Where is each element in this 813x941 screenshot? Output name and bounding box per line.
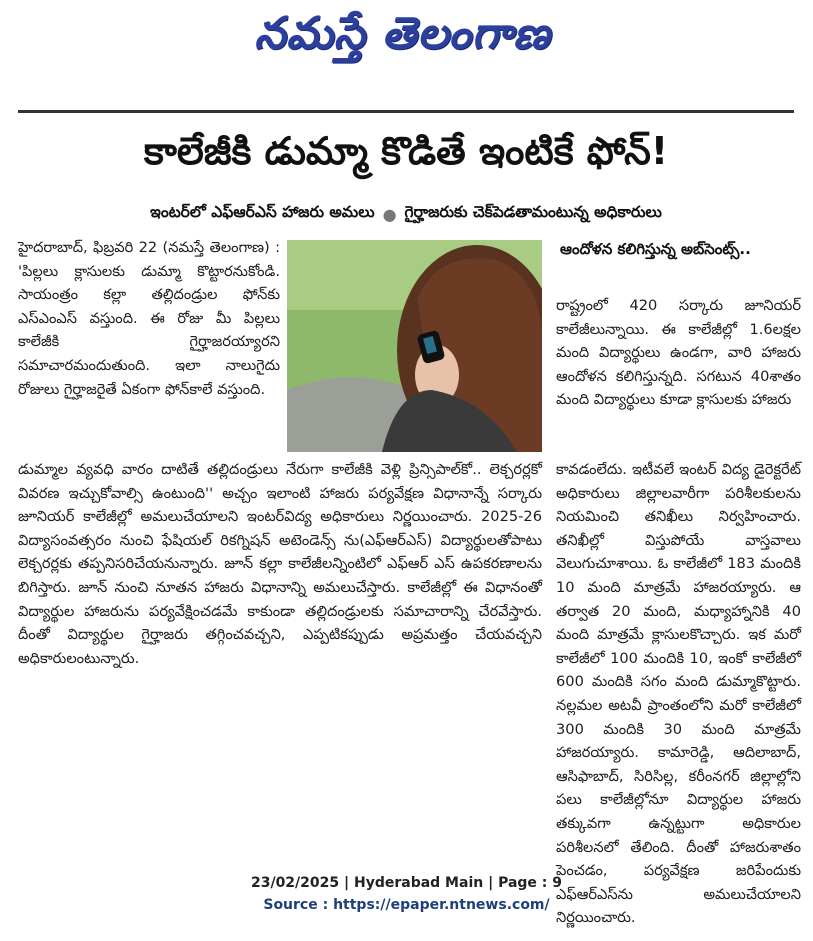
page-footer bbox=[0, 872, 813, 916]
article-body-left: హైదరాబాద్, ఫిబ్రవరి 22 (నమస్తే తెలంగాణ) : 'పిల్లలు క్లాసులకు డుమ్మా కొట్టారనుకోండి. సాయంత్రం కల్లా తల్లిదండ్రుల ఫోన్‌కు ఎస్‌ఎంఎస్ వస్తుంది. ఈ రోజు మీ పిల్లలు కాలేజీకి గైర్హాజరయ్యారని సమాచారమందుతుంది. ఇలా నాలుగైదు రోజులు గైర్హాజరైతే ఏకంగా ఫోన్‌కాలే వస్తుంది. bbox=[18, 239, 280, 398]
article-body-right-continued: కావడంలేదు. ఇటీవలే ఇంటర్ విద్య డైరెక్టరేట్ అధికారులు జిల్లాలవారీగా పరిశీలకులను నియమించి తనిఖీలు నిర్వహించారు. తనిఖీల్లో విస్తుపోయే వాస్తవాలు వెలుగుచూశాయి. ఓ కాలేజీలో 183 మందికి 10 మంది మాత్రమే హాజరయ్యారు. ఆ తర్వాత 20 మంది, మధ్యాహ్నానికి 40 మంది మాత్రమే క్లాసులకొచ్చారు. ఇక మరో కాలేజీలో 100 మందికి 10, ఇంకో కాలేజీలో 600 మందికి సగం మంది డుమ్మాకొట్టారు. నల్లమల అటవీ ప్రాంతంలోని మరో కాలేజీలో 300 మందికి 30 మంది మాత్రమే హాజరయ్యారు. కామారెడ్డి, ఆదిలాబాద్, ఆసిఫాబాద్, సిరిసిల్ల, కరీంనగర్ జిల్లాల్లోని పలు కాలేజీల్లోనూ విద్యార్థుల హాజరు తక్కువగా ఉన్నట్టుగా అధికారుల పరిశీలనలో తేలింది. దీంతో హాజరుశాతం పెంచడం, పర్యవేక్షణ జరిపేందుకు ఎఫ్‌ఆర్‌ఎస్‌ను అమలుచేయాలని నిర్ణయించారు. bbox=[556, 461, 801, 927]
masthead-title: నమస్తే తెలంగాణ bbox=[254, 8, 551, 59]
article-photo bbox=[287, 240, 542, 452]
header-divider bbox=[18, 110, 794, 113]
subhead-left: ఇంటర్‌లో ఎఫ్‌ఆర్‌ఎస్ హాజరు అమలు bbox=[150, 203, 375, 221]
subhead-right: గైర్హాజరుకు చెక్‌పెడతామంటున్న అధికారులు bbox=[404, 203, 662, 221]
article-headline: కాలేజీకి డుమ్మా కొడితే ఇంటికే ఫోన్! bbox=[143, 129, 669, 173]
girl-on-phone-image bbox=[287, 240, 542, 452]
article-subheading bbox=[18, 200, 794, 228]
source-link[interactable]: Source : https://epaper.ntnews.com/ bbox=[263, 897, 550, 913]
section-subheading: ఆందోళన కలిగిస్తున్న అబ్‌సెంట్స్.. bbox=[560, 240, 751, 258]
edition-info: 23/02/2025 | Hyderabad Main | Page : 9 bbox=[250, 875, 563, 891]
subhead-bullet: ● bbox=[382, 204, 397, 224]
article-body-right: రాష్ట్రంలో 420 సర్కారు జూనియర్ కాలేజీలున్నాయి. ఈ కాలేజీల్లో 1.6లక్షల మంది విద్యార్థులు ఉండగా, వారి హాజరు ఆందోళన కలిగిస్తున్నది. సగటున 40శాతం మంది విద్యార్థులు కూడా క్లాసులకు హాజరు bbox=[556, 297, 801, 409]
newspaper-masthead bbox=[205, 6, 600, 72]
article-body-left-continued: డుమ్మాల వ్యవధి వారం దాటితే తల్లిదండ్రులు నేరుగా కాలేజీకి వెళ్లి ప్రిన్సిపాల్‌కో.. లెక్చరర్లకో వివరణ ఇచ్చుకోవాల్సి ఉంటుంది'' అచ్చం ఇలాంటి హాజరు పర్యవేక్షణ విధానాన్నే సర్కారు జూనియర్ కాలేజీల్లో అమలుచేయాలని ఇంటర్‌విద్య అధికారులు నిర్ణయించారు. 2025-26 విద్యాసంవత్సరం నుంచి ఫేషియల్ రికగ్నిషన్ అటెండెన్స్ ను(ఎఫ్‌ఆర్‌ఎస్) విద్యార్థులతోపాటు లెక్చరర్లకు తప్పనిసరిచేయనున్నారు. జూన్ కల్లా కాలేజీలన్నింటిలో ఎఫ్‌ఆర్ ఎస్ ఉపకరణాలను బిగిస్తారు. జూన్ నుంచి నూతన హాజరు విధానాన్ని అమలుచేస్తారు. కాలేజీల్లో ఈ విధానంతో విద్యార్థుల హాజరును పర్యవేక్షించడమే కాకుండా తల్లిదండ్రులకు సమాచారాన్ని చేరవేస్తారు. దీంతో విద్యార్థుల గైర్హాజరు తగ్గించవచ్చని, ఎప్పటికప్పుడు అప్రమత్తం చేయవచ్చని అధికారులంటున్నారు. bbox=[18, 461, 542, 667]
